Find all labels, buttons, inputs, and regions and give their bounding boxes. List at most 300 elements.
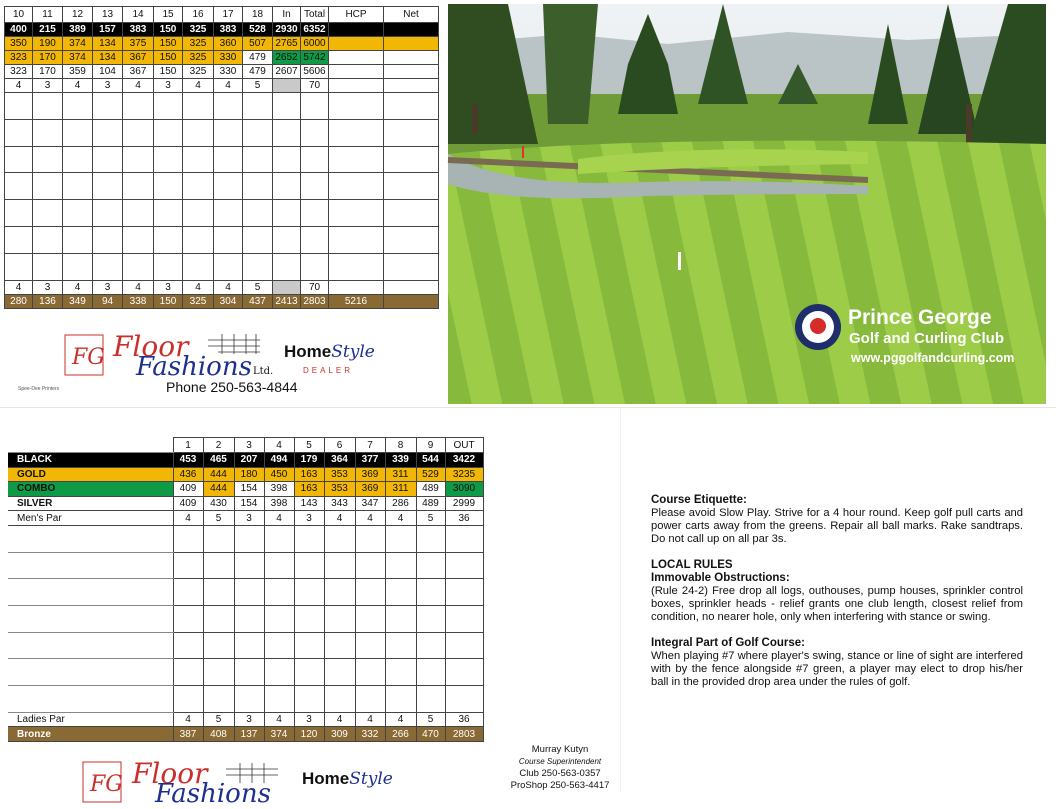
score-cell: 2413 — [273, 294, 301, 308]
score-entry-cell[interactable] — [273, 93, 301, 120]
score-entry-cell[interactable] — [33, 93, 63, 120]
score-cell: 450 — [264, 467, 294, 482]
score-entry-cell[interactable] — [93, 253, 123, 280]
score-cell: 207 — [234, 453, 264, 468]
score-entry-cell[interactable] — [214, 173, 243, 200]
score-entry-cell[interactable] — [214, 226, 243, 253]
score-entry-cell[interactable] — [93, 93, 123, 120]
back-nine-score-row[interactable] — [5, 200, 439, 227]
score-entry-cell[interactable] — [203, 632, 234, 659]
score-entry-cell[interactable] — [445, 686, 483, 713]
printer-credit: Spee-Dee Printers — [18, 386, 60, 392]
score-entry-cell[interactable] — [234, 632, 264, 659]
score-cell: 349 — [63, 294, 93, 308]
score-entry-cell[interactable] — [8, 606, 173, 633]
score-cell — [384, 51, 439, 65]
score-cell: 120 — [294, 727, 324, 742]
score-cell: 170 — [33, 51, 63, 65]
score-cell: 9 — [416, 438, 445, 453]
back-nine-score-row[interactable] — [5, 93, 439, 120]
score-entry-cell[interactable] — [183, 173, 214, 200]
front-nine-score-row[interactable] — [8, 686, 483, 713]
score-cell: 16 — [183, 7, 214, 23]
score-cell: 190 — [33, 37, 63, 51]
score-entry-cell[interactable] — [294, 632, 324, 659]
front-nine-header-row — [8, 438, 483, 453]
score-entry-cell[interactable] — [355, 632, 385, 659]
score-cell: 150 — [154, 65, 183, 79]
score-entry-cell[interactable] — [173, 525, 203, 552]
score-entry-cell[interactable] — [154, 119, 183, 146]
score-entry-cell[interactable] — [214, 93, 243, 120]
proshop-phone: ProShop 250-563-4417 — [510, 780, 610, 791]
score-entry-cell[interactable] — [294, 579, 324, 606]
score-cell: 323 — [5, 65, 33, 79]
score-entry-cell[interactable] — [173, 579, 203, 606]
score-cell: 347 — [355, 496, 385, 511]
score-entry-cell[interactable] — [203, 686, 234, 713]
score-entry-cell[interactable] — [183, 93, 214, 120]
score-entry-cell[interactable] — [154, 173, 183, 200]
score-cell: 528 — [243, 23, 273, 37]
score-entry-cell[interactable] — [234, 525, 264, 552]
score-entry-cell[interactable] — [324, 525, 355, 552]
score-cell: HCP — [329, 7, 384, 23]
score-entry-cell[interactable] — [329, 119, 384, 146]
score-entry-cell[interactable] — [154, 226, 183, 253]
score-cell — [329, 65, 384, 79]
score-entry-cell[interactable] — [63, 93, 93, 120]
score-cell: 179 — [294, 453, 324, 468]
score-cell: 15 — [154, 7, 183, 23]
score-entry-cell[interactable] — [234, 552, 264, 579]
score-entry-cell[interactable] — [384, 146, 439, 173]
score-entry-cell[interactable] — [33, 226, 63, 253]
score-entry-cell[interactable] — [154, 253, 183, 280]
score-cell: 309 — [324, 727, 355, 742]
score-entry-cell[interactable] — [445, 579, 483, 606]
score-cell: 70 — [301, 280, 329, 294]
score-cell: 17 — [214, 7, 243, 23]
score-cell: 360 — [214, 37, 243, 51]
score-entry-cell[interactable] — [385, 606, 416, 633]
score-entry-cell[interactable] — [385, 659, 416, 686]
score-entry-cell[interactable] — [294, 686, 324, 713]
score-entry-cell[interactable] — [329, 173, 384, 200]
staff-contacts — [480, 744, 640, 792]
score-entry-cell[interactable] — [123, 253, 154, 280]
score-entry-cell[interactable] — [203, 606, 234, 633]
score-entry-cell[interactable] — [416, 525, 445, 552]
score-entry-cell[interactable] — [264, 579, 294, 606]
score-entry-cell[interactable] — [264, 606, 294, 633]
score-cell — [384, 280, 439, 294]
sponsor-ad-bottom — [0, 755, 440, 809]
score-entry-cell[interactable] — [243, 119, 273, 146]
score-entry-cell[interactable] — [301, 200, 329, 227]
score-entry-cell[interactable] — [173, 659, 203, 686]
score-entry-cell[interactable] — [183, 146, 214, 173]
score-entry-cell[interactable] — [93, 119, 123, 146]
score-entry-cell[interactable] — [33, 253, 63, 280]
score-entry-cell[interactable] — [301, 173, 329, 200]
score-entry-cell[interactable] — [154, 93, 183, 120]
score-entry-cell[interactable] — [301, 93, 329, 120]
score-cell: 374 — [63, 51, 93, 65]
homestyle-logo — [284, 342, 375, 362]
score-entry-cell[interactable] — [8, 632, 173, 659]
front-nine-score-row[interactable] — [8, 606, 483, 633]
score-cell: 6 — [324, 438, 355, 453]
score-entry-cell[interactable] — [264, 632, 294, 659]
score-entry-cell[interactable] — [8, 659, 173, 686]
score-entry-cell[interactable] — [234, 659, 264, 686]
back-nine-ladies-par-row — [5, 280, 439, 294]
score-entry-cell[interactable] — [154, 146, 183, 173]
score-cell: Net — [384, 7, 439, 23]
card-fold-line — [0, 407, 1056, 408]
score-entry-cell[interactable] — [273, 226, 301, 253]
score-entry-cell[interactable] — [384, 173, 439, 200]
score-entry-cell[interactable] — [416, 686, 445, 713]
score-cell: 325 — [183, 23, 214, 37]
score-entry-cell[interactable] — [324, 579, 355, 606]
score-cell: 150 — [154, 23, 183, 37]
homestyle-style-bottom: Style — [349, 769, 393, 789]
score-cell: 398 — [264, 482, 294, 497]
score-entry-cell[interactable] — [416, 632, 445, 659]
score-cell: 311 — [385, 467, 416, 482]
score-cell — [329, 79, 384, 93]
score-entry-cell[interactable] — [243, 200, 273, 227]
score-cell: 479 — [243, 65, 273, 79]
score-entry-cell[interactable] — [416, 606, 445, 633]
score-entry-cell[interactable] — [183, 253, 214, 280]
score-entry-cell[interactable] — [445, 659, 483, 686]
card-fold-line-vertical — [620, 407, 621, 793]
score-entry-cell[interactable] — [355, 579, 385, 606]
score-entry-cell[interactable] — [5, 226, 33, 253]
superintendent-name: Murray Kutyn — [531, 744, 589, 755]
score-entry-cell[interactable] — [123, 119, 154, 146]
score-cell: 2803 — [301, 294, 329, 308]
score-cell — [384, 23, 439, 37]
score-entry-cell[interactable] — [273, 119, 301, 146]
score-cell: 494 — [264, 453, 294, 468]
score-cell: 304 — [214, 294, 243, 308]
back-nine-score-row[interactable] — [5, 253, 439, 280]
score-entry-cell[interactable] — [8, 525, 173, 552]
score-entry-cell[interactable] — [385, 686, 416, 713]
score-cell: 6000 — [301, 37, 329, 51]
score-entry-cell[interactable] — [123, 146, 154, 173]
score-entry-cell[interactable] — [416, 579, 445, 606]
score-entry-cell[interactable] — [5, 93, 33, 120]
score-entry-cell[interactable] — [123, 200, 154, 227]
local-rules-title: LOCAL RULES — [651, 559, 733, 571]
score-cell: 330 — [214, 65, 243, 79]
score-entry-cell[interactable] — [203, 579, 234, 606]
club-website-link[interactable]: www.pggolfandcurling.com — [851, 351, 1015, 365]
score-entry-cell[interactable] — [173, 686, 203, 713]
score-entry-cell[interactable] — [445, 525, 483, 552]
score-cell: 529 — [416, 467, 445, 482]
score-entry-cell[interactable] — [203, 552, 234, 579]
score-entry-cell[interactable] — [264, 659, 294, 686]
score-entry-cell[interactable] — [214, 200, 243, 227]
score-cell: 409 — [173, 482, 203, 497]
score-cell: 330 — [214, 51, 243, 65]
score-cell: 12 — [63, 7, 93, 23]
score-entry-cell[interactable] — [243, 146, 273, 173]
score-entry-cell[interactable] — [416, 552, 445, 579]
score-entry-cell[interactable] — [63, 253, 93, 280]
score-entry-cell[interactable] — [329, 253, 384, 280]
score-entry-cell[interactable] — [243, 173, 273, 200]
score-entry-cell[interactable] — [445, 552, 483, 579]
score-entry-cell[interactable] — [384, 93, 439, 120]
score-cell: 325 — [183, 51, 214, 65]
score-cell: 5 — [243, 79, 273, 93]
score-entry-cell[interactable] — [8, 686, 173, 713]
score-cell: SILVER — [8, 496, 173, 511]
score-entry-cell[interactable] — [384, 253, 439, 280]
score-entry-cell[interactable] — [301, 226, 329, 253]
score-entry-cell[interactable] — [355, 606, 385, 633]
score-cell: 36 — [445, 712, 483, 727]
score-cell: 350 — [5, 37, 33, 51]
score-entry-cell[interactable] — [183, 226, 214, 253]
score-entry-cell[interactable] — [8, 579, 173, 606]
score-entry-cell[interactable] — [8, 552, 173, 579]
back-nine-bronze-row — [5, 294, 439, 308]
score-cell: 544 — [416, 453, 445, 468]
sponsor-phone: Phone 250-563-4844 — [166, 379, 298, 395]
score-cell: 136 — [33, 294, 63, 308]
score-entry-cell[interactable] — [301, 253, 329, 280]
score-entry-cell[interactable] — [214, 119, 243, 146]
score-cell: 3 — [234, 438, 264, 453]
score-entry-cell[interactable] — [355, 686, 385, 713]
score-entry-cell[interactable] — [385, 525, 416, 552]
score-entry-cell[interactable] — [5, 173, 33, 200]
score-entry-cell[interactable] — [385, 579, 416, 606]
score-entry-cell[interactable] — [324, 632, 355, 659]
score-entry-cell[interactable] — [264, 552, 294, 579]
floor-fashions-word-fashions-bottom: Fashions — [155, 779, 271, 809]
score-entry-cell[interactable] — [301, 119, 329, 146]
score-entry-cell[interactable] — [273, 253, 301, 280]
score-entry-cell[interactable] — [214, 253, 243, 280]
score-entry-cell[interactable] — [355, 552, 385, 579]
score-entry-cell[interactable] — [234, 686, 264, 713]
score-entry-cell[interactable] — [234, 579, 264, 606]
score-entry-cell[interactable] — [294, 525, 324, 552]
score-cell: 4 — [63, 79, 93, 93]
score-cell: 36 — [445, 511, 483, 526]
score-entry-cell[interactable] — [385, 632, 416, 659]
score-cell: 409 — [173, 496, 203, 511]
front-nine-score-row[interactable] — [8, 632, 483, 659]
score-entry-cell[interactable] — [63, 173, 93, 200]
score-entry-cell[interactable] — [183, 200, 214, 227]
score-cell — [329, 23, 384, 37]
score-entry-cell[interactable] — [329, 226, 384, 253]
sponsor-ad-top — [0, 330, 440, 405]
back-nine-score-row[interactable] — [5, 226, 439, 253]
score-entry-cell[interactable] — [301, 146, 329, 173]
score-cell: 154 — [234, 482, 264, 497]
score-cell: 4 — [355, 712, 385, 727]
score-cell: BLACK — [8, 453, 173, 468]
score-cell: 489 — [416, 496, 445, 511]
score-cell: 3090 — [445, 482, 483, 497]
score-cell: 3 — [234, 712, 264, 727]
score-cell: Bronze — [8, 727, 173, 742]
score-entry-cell[interactable] — [33, 200, 63, 227]
score-cell: 163 — [294, 467, 324, 482]
score-entry-cell[interactable] — [123, 173, 154, 200]
score-entry-cell[interactable] — [63, 226, 93, 253]
score-entry-cell[interactable] — [329, 93, 384, 120]
score-entry-cell[interactable] — [63, 146, 93, 173]
score-cell: Ladies Par — [8, 712, 173, 727]
score-entry-cell[interactable] — [93, 226, 123, 253]
score-entry-cell[interactable] — [324, 659, 355, 686]
back-nine-score-row[interactable] — [5, 146, 439, 173]
score-cell: 94 — [93, 294, 123, 308]
score-entry-cell[interactable] — [329, 200, 384, 227]
front-nine-bronze-row — [8, 727, 483, 742]
score-entry-cell[interactable] — [154, 200, 183, 227]
score-entry-cell[interactable] — [93, 200, 123, 227]
score-entry-cell[interactable] — [33, 119, 63, 146]
score-entry-cell[interactable] — [173, 552, 203, 579]
score-entry-cell[interactable] — [173, 632, 203, 659]
score-entry-cell[interactable] — [384, 226, 439, 253]
score-entry-cell[interactable] — [93, 173, 123, 200]
floor-fashions-monogram: FG — [72, 345, 105, 370]
score-entry-cell[interactable] — [294, 606, 324, 633]
back-nine-silver-row — [5, 65, 439, 79]
front-nine-combo-row — [8, 482, 483, 497]
floor-fashions-logo-icon — [64, 334, 104, 376]
score-entry-cell[interactable] — [203, 525, 234, 552]
score-entry-cell[interactable] — [294, 659, 324, 686]
club-phone: Club 250-563-0357 — [519, 768, 601, 779]
score-entry-cell[interactable] — [5, 253, 33, 280]
score-entry-cell[interactable] — [384, 200, 439, 227]
score-entry-cell[interactable] — [384, 119, 439, 146]
score-cell: 325 — [183, 294, 214, 308]
score-cell: 2765 — [273, 37, 301, 51]
score-entry-cell[interactable] — [243, 93, 273, 120]
score-cell: 3 — [93, 79, 123, 93]
score-entry-cell[interactable] — [33, 173, 63, 200]
back-nine-score-row[interactable] — [5, 119, 439, 146]
front-nine-ladies-par-row — [8, 712, 483, 727]
score-entry-cell[interactable] — [273, 200, 301, 227]
score-cell: 3 — [33, 79, 63, 93]
score-cell: 163 — [294, 482, 324, 497]
score-entry-cell[interactable] — [123, 93, 154, 120]
score-cell: 3 — [154, 280, 183, 294]
score-entry-cell[interactable] — [5, 119, 33, 146]
front-nine-score-row[interactable] — [8, 552, 483, 579]
score-cell: 387 — [173, 727, 203, 742]
score-entry-cell[interactable] — [243, 226, 273, 253]
score-cell: 4 — [385, 712, 416, 727]
score-entry-cell[interactable] — [264, 525, 294, 552]
score-entry-cell[interactable] — [416, 659, 445, 686]
score-entry-cell[interactable] — [385, 552, 416, 579]
score-entry-cell[interactable] — [445, 632, 483, 659]
score-entry-cell[interactable] — [324, 552, 355, 579]
score-entry-cell[interactable] — [324, 606, 355, 633]
score-entry-cell[interactable] — [243, 253, 273, 280]
score-cell: 465 — [203, 453, 234, 468]
score-entry-cell[interactable] — [273, 146, 301, 173]
score-cell: 353 — [324, 482, 355, 497]
front-nine-score-row[interactable] — [8, 525, 483, 552]
score-cell — [273, 79, 301, 93]
score-entry-cell[interactable] — [173, 606, 203, 633]
score-cell — [384, 65, 439, 79]
score-entry-cell[interactable] — [33, 146, 63, 173]
back-nine-header-row — [5, 7, 439, 23]
score-entry-cell[interactable] — [294, 552, 324, 579]
score-cell: 325 — [183, 65, 214, 79]
score-entry-cell[interactable] — [123, 226, 154, 253]
score-entry-cell[interactable] — [183, 119, 214, 146]
score-cell: Total — [301, 7, 329, 23]
score-cell — [329, 280, 384, 294]
front-nine-score-row[interactable] — [8, 579, 483, 606]
score-entry-cell[interactable] — [234, 606, 264, 633]
score-entry-cell[interactable] — [214, 146, 243, 173]
score-entry-cell[interactable] — [63, 119, 93, 146]
score-entry-cell[interactable] — [5, 146, 33, 173]
score-cell: 143 — [294, 496, 324, 511]
score-cell: 4 — [123, 79, 154, 93]
score-cell: 343 — [324, 496, 355, 511]
score-entry-cell[interactable] — [5, 200, 33, 227]
score-cell — [8, 438, 173, 453]
score-cell: 453 — [173, 453, 203, 468]
back-nine-score-row[interactable] — [5, 173, 439, 200]
score-cell: 507 — [243, 37, 273, 51]
front-nine-score-row[interactable] — [8, 659, 483, 686]
score-cell: 266 — [385, 727, 416, 742]
score-entry-cell[interactable] — [93, 146, 123, 173]
score-cell: 5 — [416, 712, 445, 727]
score-entry-cell[interactable] — [355, 659, 385, 686]
score-cell: 470 — [416, 727, 445, 742]
score-cell: 5742 — [301, 51, 329, 65]
score-entry-cell[interactable] — [203, 659, 234, 686]
score-cell: 339 — [385, 453, 416, 468]
score-entry-cell[interactable] — [264, 686, 294, 713]
score-entry-cell[interactable] — [329, 146, 384, 173]
score-cell: 311 — [385, 482, 416, 497]
score-entry-cell[interactable] — [63, 200, 93, 227]
score-entry-cell[interactable] — [273, 173, 301, 200]
score-entry-cell[interactable] — [355, 525, 385, 552]
score-entry-cell[interactable] — [324, 686, 355, 713]
score-cell: 215 — [33, 23, 63, 37]
score-cell: 4 — [123, 280, 154, 294]
score-entry-cell[interactable] — [445, 606, 483, 633]
